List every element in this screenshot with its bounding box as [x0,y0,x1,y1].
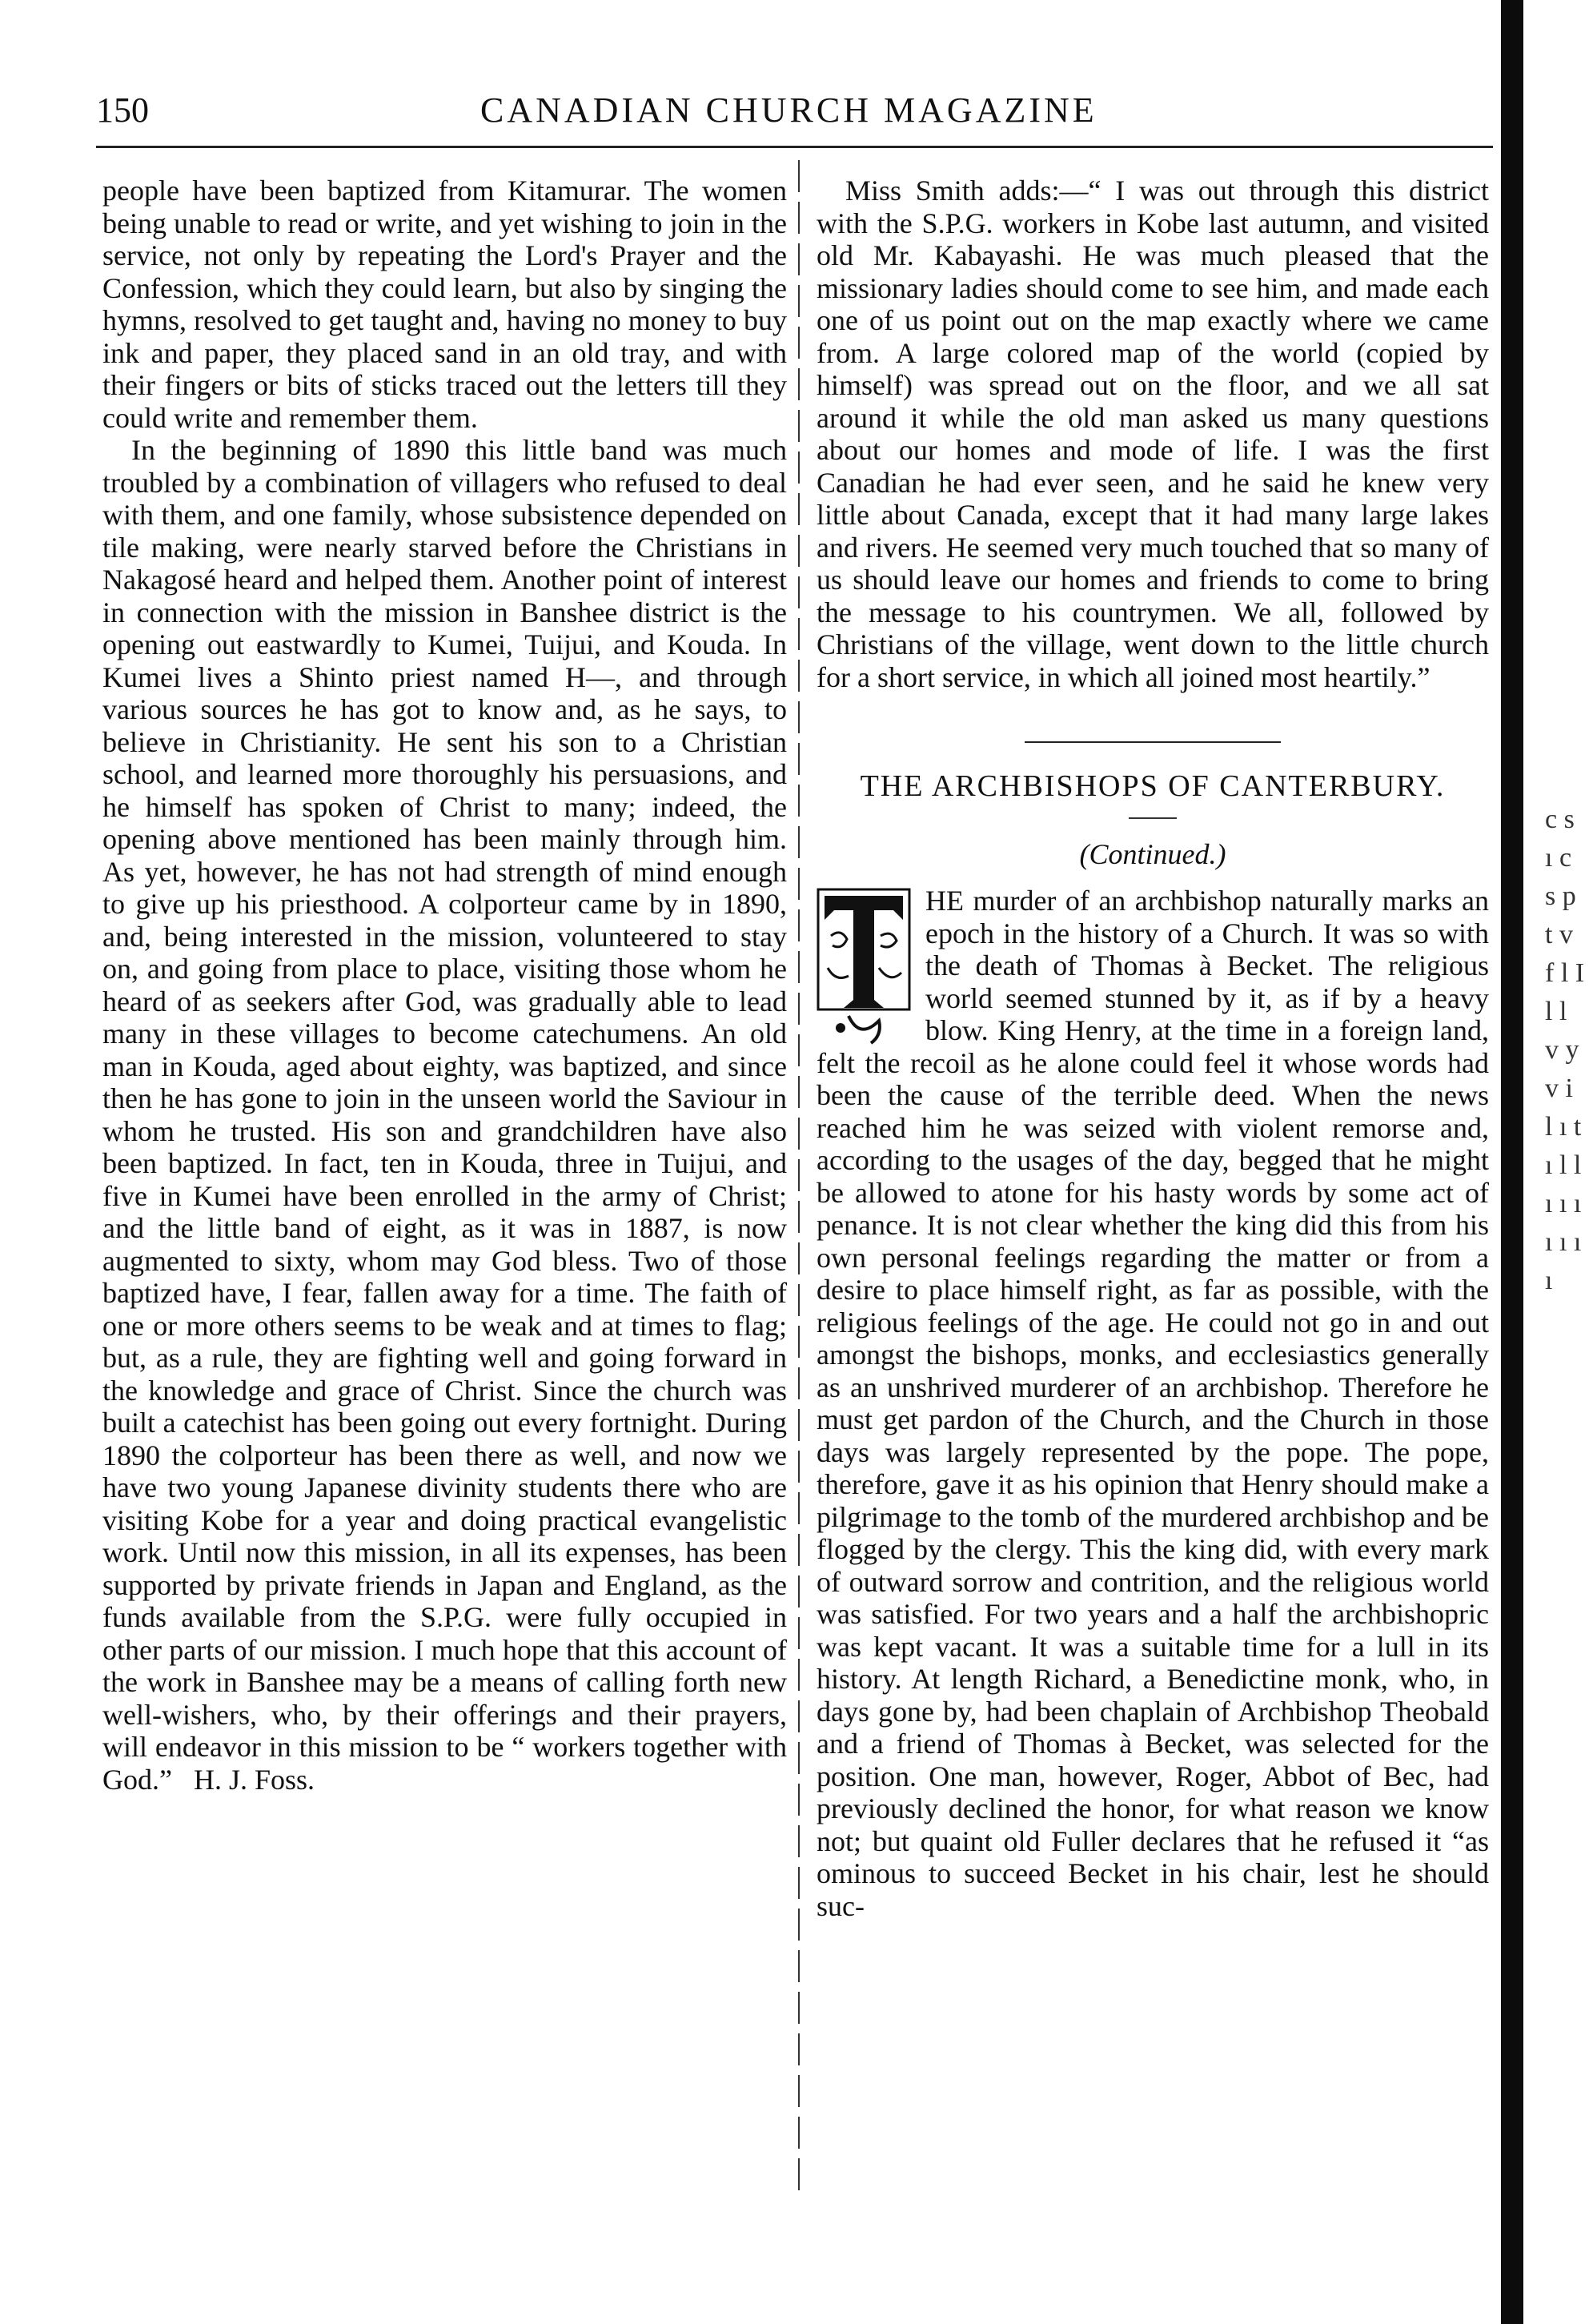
left-column [102,175,787,1796]
dropcap-t-icon [817,888,911,1045]
title-dash [1129,817,1177,819]
section-divider-rule [1025,741,1281,743]
miss-smith-paragraph: Miss Smith adds:—“ I was out through this district with the S.P.G. workers in Kobe last autumn, and visited old Mr. Kabayashi. He was much pleased that the missionary ladies should come to see him, and made each one of us point out on the map exactly where we came from. A large colored map of the world (copied by himself) was spread out on the floor, and we all sat around it while the old man asked us many questions about our homes and mode of life. I was the first Canadian he had ever seen, and he said he knew very little about Canada, except that it had many large lakes and rivers. He seemed very much touched that so many of us should leave our homes and friends to come to bring the message to his countrymen. We all, followed by Christians of the village, went down to the little church for a short service, in which all joined most heartily.” [817,175,1489,693]
header-rule [96,146,1493,148]
left-paragraph-1: people have been baptized from Kitamurar. The women being unable to read or write, and yet wishing to join in the service, not only by repeating the Lord's Prayer and the Confession, which they could learn, but also by singing the hymns, resolved to get taught and, having no money to buy ink and paper, they placed sand in an old tray, and with their fingers or bits of sticks traced out the letters till they could write and remember them. [102,175,787,434]
article-body [817,885,1489,1922]
article-paragraph: HE murder of an archbishop naturally marks an epoch in the history of a Church. It was so with the death of Thomas à Becket. The religious world seemed stunned by it, as if by a heavy blow. King Henry, at the time in a foreign land, felt the recoil as he alone could feel it whose words had been the cause of the terrible deed. When the news reached him he was seized with violent remorse and, according to the usages of the day, begged that he might be allowed to atone for his hasty words by some act of penance. It is not clear whether the king did this from his own personal feelings regarding the matter or from a desire to place himself right, as far as possible, with the religious feelings of the age. He could not go in and out amongst the bishops, monks, and ecclesiastics generally as an unshrived murderer of an archbishop. Therefore he must get pardon of the Church, and the Church in those days was largely represented by the pope. The pope, therefore, gave it as his opinion that Henry should make a pilgrimage to the tomb of the murdered archbishop and be flogged by the clergy. This the king did, with every mark of outward sorrow and contrition, and the religious world was satisfied. For two years and a half the archbishopric was kept vacant. It was a suitable time for a lull in its history. At length Richard, a Benedictine monk, who, in days gone by, had been chaplain of Archbishop Theobald and a friend of Thomas à Becket, was selected for the position. One man, however, Roger, Abbot of Bec, had previously declined the honor, for what reason we know not; but quaint old Fuller declares that he refused it “as ominous to succeed Becket in his chair, lest he should suc- [817,885,1489,1922]
adjacent-page-fragments: c s ı c s p t v f l I l l v y v i l ı t ı l l ı ı ı ı ı ı ı [1545,805,1585,1295]
scan-edge-bar [1501,0,1523,2324]
column-divider [798,160,800,2194]
left-paragraph-2-text: In the beginning of 1890 this little band was much troubled by a combination of villagers who refused to deal with them, and one family, whose subsistence depended on tile making, were nearly starved before the Christians in Nakagosé heard and helped them. Another point of interest in connection with the mission in Banshee district is the opening out eastwardly to Kumei, Tuijui, and Kouda. In Kumei lives a Shinto priest named H—, and through various sources he has got to know and, as he says, to believe in Christianity. He sent his son to a Christian school, and learned more thoroughly his persuasions, and he himself has spoken of Christ to many; indeed, the opening above mentioned has been mainly through him. As yet, however, he has not had strength of mind enough to give up his priesthood. A colporteur came by in 1890, and, being interested in the mission, volunteered to stay on, and going from place to place, visiting those whom he heard of as seekers after God, was gradually able to lead many in these villages to become catechumens. An old man in Kouda, aged about eighty, was baptized, and since then he has gone to join in the unseen world the Saviour in whom he trusted. His son and grandchildren have also been baptized. In fact, ten in Kouda, three in Tuijui, and five in Kumei have been enrolled in the army of Christ; and the little band of eight, as it was in 1887, is now augmented to sixty, whom may God bless. Two of those baptized have, I fear, fallen away for a time. The faith of one or more others seems to be weak and at times to flag; but, as a rule, they are fighting well and going forward in the knowledge and grace of Christ. Since the church was built a catechist has been going out every fortnight. During 1890 the colporteur has been there as well, and now we have two young Japanese divinity students there who are visiting Kobe for a year and doing practical evangelistic work. Until now this mission, in all its expenses, has been supported by private friends in Japan and England, as the funds available from the S.P.G. were fully occupied in other parts of our mission. I much hope that this account of the work in Banshee may be a means of calling forth new well-wishers, who, by their offerings and their prayers, will endeavor in this mission to be “ workers together with God.” [102,434,787,1796]
page-number: 150 [96,90,149,130]
right-column [817,175,1489,1922]
continued-note: (Continued.) [1079,837,1226,870]
archbishops-article-text [817,885,1489,1922]
section-title: THE ARCHBISHOPS OF CANTERBURY. [860,769,1446,803]
ornamental-dropcap-t [817,888,911,1045]
running-title: CANADIAN CHURCH MAGAZINE [480,90,1097,130]
left-paragraph-2 [102,434,787,1796]
author-signature: H. J. Foss. [193,1763,315,1796]
page-header [96,90,1473,138]
